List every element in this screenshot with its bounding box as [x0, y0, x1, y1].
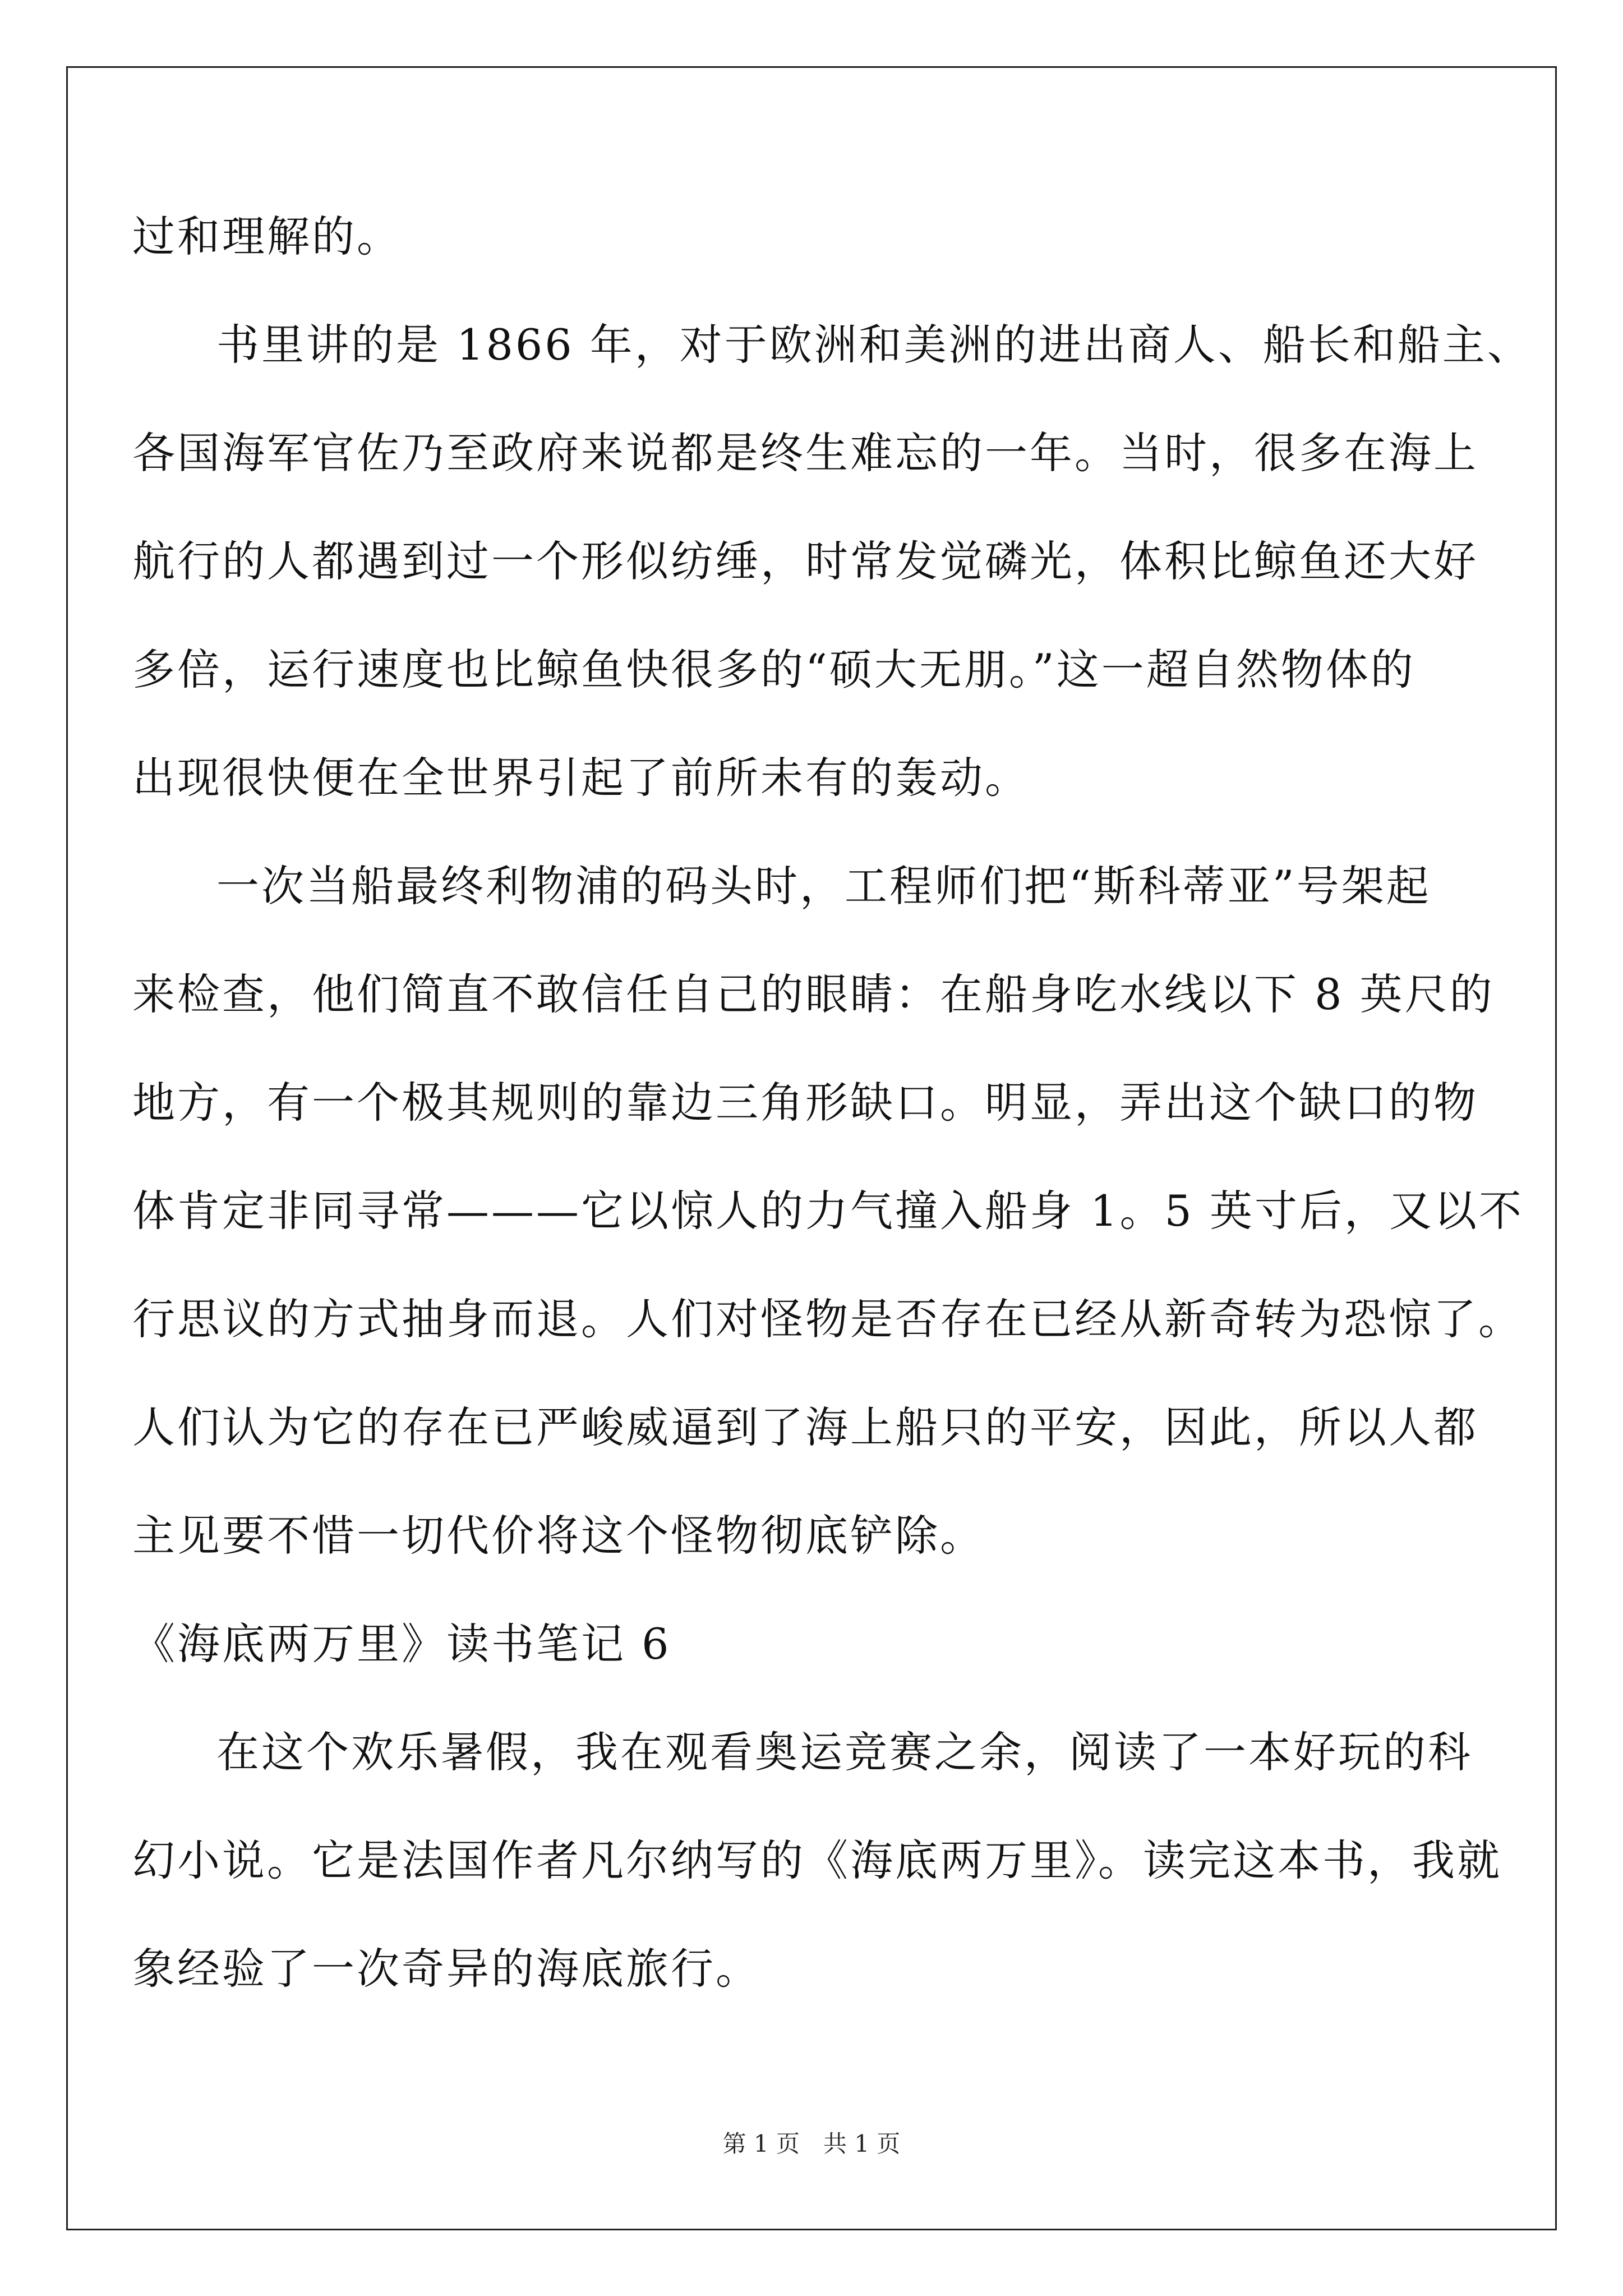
text-line: 地方，有一个极其规则的靠边三角形缺口。明显，弄出这个缺口的物	[132, 1078, 1478, 1128]
text-line: 出现很快便在全世界引起了前所未有的轰动。	[132, 753, 1030, 803]
text-line: 书里讲的是 1866 年，对于欧洲和美洲的进出商人、船长和船主、	[216, 320, 1532, 370]
text-line: 幻小说。它是法国作者凡尔纳写的《海底两万里》。读完这本书，我就	[132, 1835, 1502, 1885]
text-line: 航行的人都遇到过一个形似纺缍，时常发觉磷光，体积比鲸鱼还大好	[132, 536, 1478, 586]
text-line: 一次当船最终利物浦的码头时，工程师们把“斯科蒂亚”号架起	[216, 861, 1431, 911]
page-footer: 第 1 页 共 1 页	[722, 2130, 901, 2157]
text-line: 各国海军官佐乃至政府来说都是终生难忘的一年。当时，很多在海上	[132, 428, 1478, 478]
page-frame	[66, 66, 1557, 2230]
text-line: 体肯定非同寻常———它以惊人的力气撞入船身 1。5 英寸后，又以不	[132, 1186, 1524, 1236]
text-line: 主见要不惜一切代价将这个怪物彻底铲除。	[132, 1511, 985, 1561]
text-line: 来检查，他们简直不敢信任自己的眼睛：在船身吃水线以下 8 英尺的	[132, 969, 1495, 1019]
text-line: 过和理解的。	[132, 211, 402, 261]
text-line: 行思议的方式抽身而退。人们对怪物是否存在已经从新奇转为恐惊了。	[132, 1294, 1523, 1344]
text-line: 在这个欢乐暑假，我在观看奥运竞赛之余，阅读了一本好玩的科	[216, 1727, 1473, 1777]
text-line: 象经验了一次奇异的海底旅行。	[132, 1944, 760, 1994]
text-line: 多倍，运行速度也比鲸鱼快很多的“硕大无朋。”这一超自然物体的	[132, 645, 1415, 694]
section-heading: 《海底两万里》读书笔记 6	[132, 1619, 671, 1669]
text-line: 人们认为它的存在已严峻威逼到了海上船只的平安，因此，所以人都	[132, 1402, 1478, 1452]
